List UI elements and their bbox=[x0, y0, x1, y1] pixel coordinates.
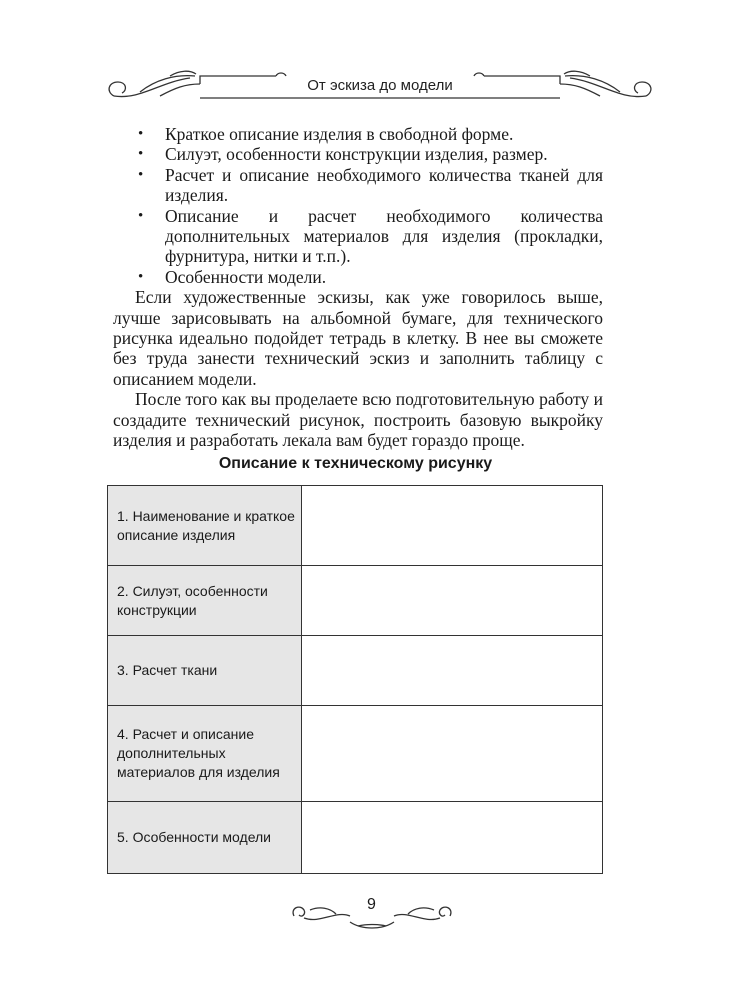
description-table bbox=[107, 485, 603, 874]
table-row bbox=[108, 566, 603, 636]
row-label: 1. Наименование и краткое описание изделия bbox=[108, 486, 302, 566]
paragraph: После того как вы проделаете всю подготовительную работу и создадите технический рисунок, построить базовую выкройку изделия и разработать лекала вам будет гораздо проще. bbox=[113, 389, 603, 451]
bullet-list bbox=[113, 124, 603, 287]
list-item: • Описание и расчет необходимого количества дополнительных материалов для изделия (прокладки, фурнитура, нитки и т.п.). bbox=[113, 206, 603, 267]
row-value bbox=[302, 566, 603, 636]
page-header bbox=[100, 62, 660, 112]
row-value bbox=[302, 486, 603, 566]
running-title: От эскиза до модели bbox=[307, 77, 453, 94]
table-row bbox=[108, 486, 603, 566]
table-title: Описание к техническому рисунку bbox=[218, 455, 493, 472]
table-row bbox=[108, 636, 603, 706]
row-label: 5. Особенности модели bbox=[108, 802, 302, 874]
page-footer bbox=[0, 890, 743, 940]
list-item: • Особенности модели. bbox=[113, 267, 603, 287]
body-text bbox=[113, 124, 603, 451]
row-value bbox=[302, 636, 603, 706]
row-label: 2. Силуэт, особенности конструкции bbox=[108, 566, 302, 636]
row-label: 3. Расчет ткани bbox=[108, 636, 302, 706]
row-value bbox=[302, 706, 603, 802]
list-item: • Краткое описание изделия в свободной форме. bbox=[113, 124, 603, 144]
list-item: • Силуэт, особенности конструкции изделия, размер. bbox=[113, 144, 603, 164]
table-row bbox=[108, 802, 603, 874]
paragraph: Если художественные эскизы, как уже говорилось выше, лучше зарисовывать на альбомной бумаге, для технического рисунка идеально подойдет тетрадь в клетку. В нее вы сможете без труда занести технический эскиз и заполнить таблицу с описанием модели. bbox=[113, 287, 603, 389]
list-item: • Расчет и описание необходимого количества тканей для изделия. bbox=[113, 165, 603, 206]
table-row bbox=[108, 706, 603, 802]
page-number: 9 bbox=[367, 896, 376, 913]
row-label: 4. Расчет и описание дополнительных материалов для изделия bbox=[108, 706, 302, 802]
row-value bbox=[302, 802, 603, 874]
